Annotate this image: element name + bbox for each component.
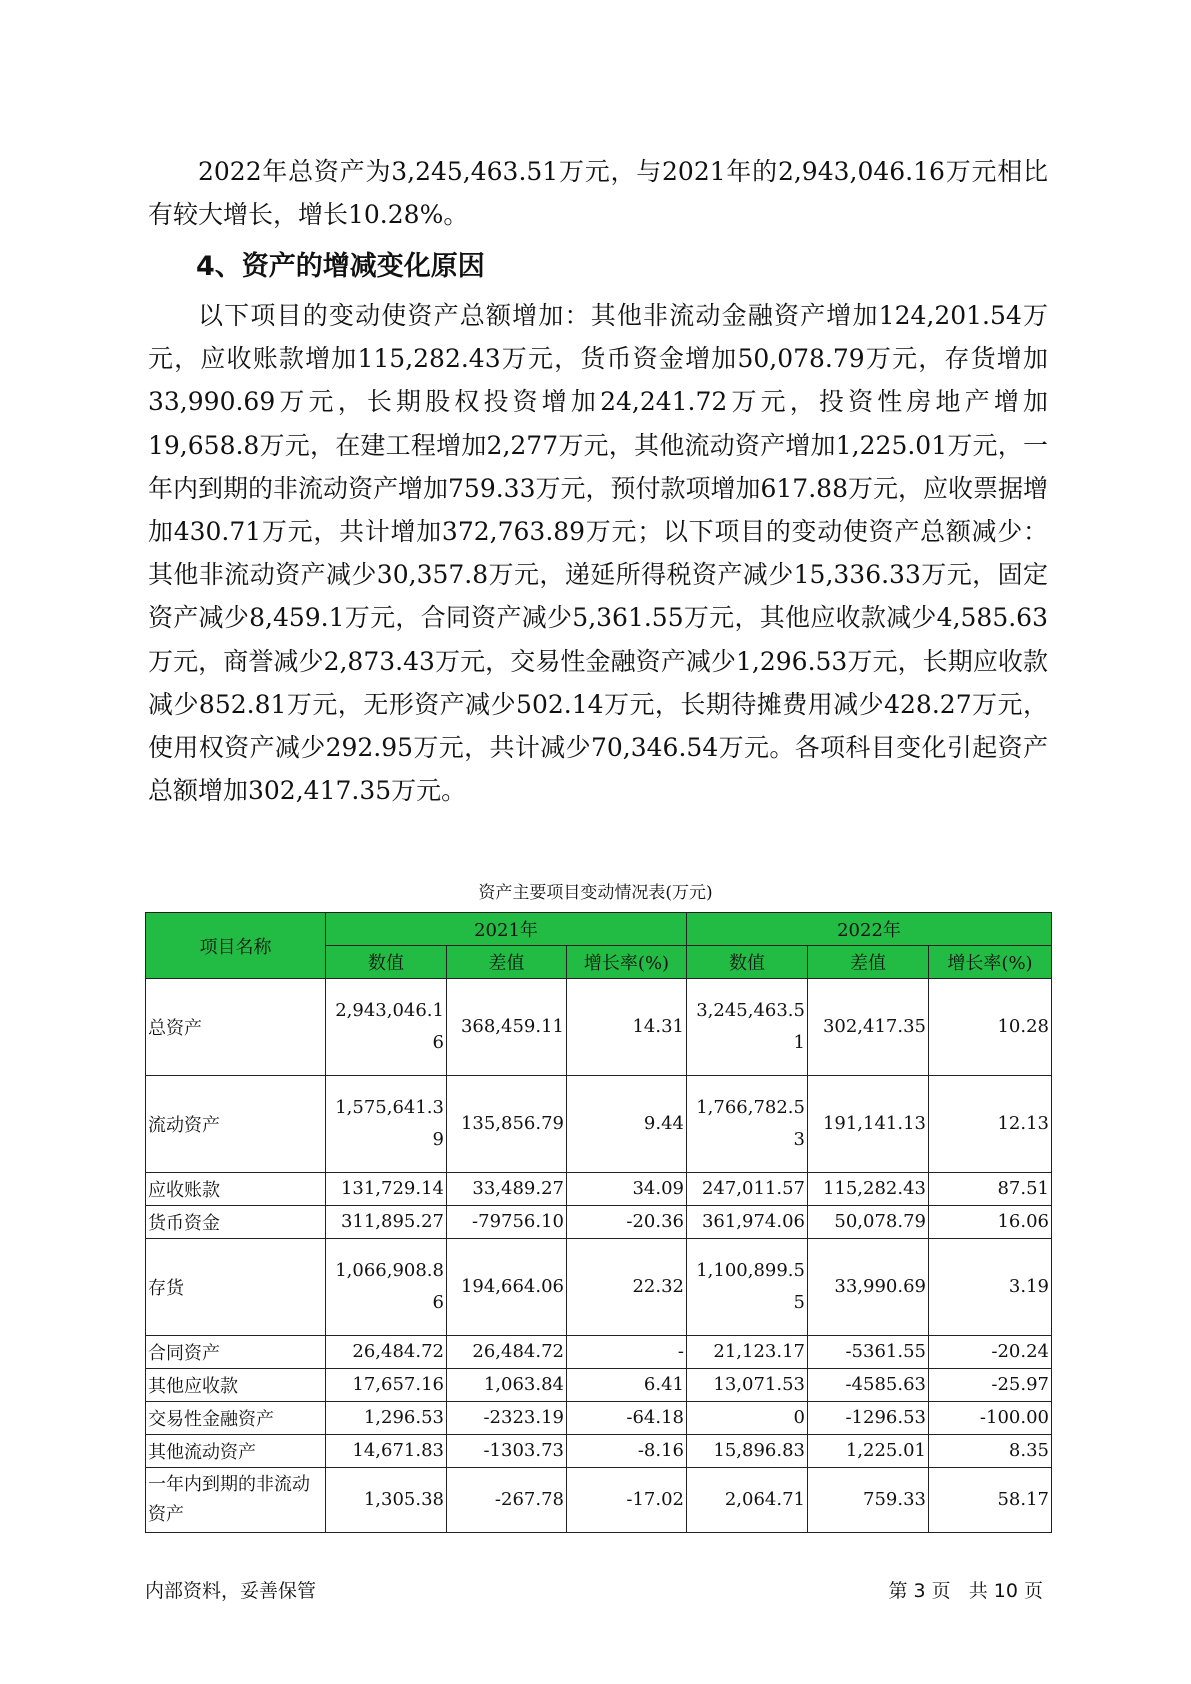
diff-2022: 759.33 [808,1468,929,1533]
value-header-2022: 数值 [687,946,808,979]
table-row [146,1402,1052,1435]
rate-2022: -25.97 [929,1369,1052,1402]
rate-2021: 22.32 [567,1239,687,1336]
diff-2022: 191,141.13 [808,1076,929,1173]
table-row [146,979,1052,1076]
rate-2021: 34.09 [567,1173,687,1206]
value-2022: 247,011.57 [687,1173,808,1206]
diff-2021: -2323.19 [447,1402,567,1435]
asset-change-table [145,912,1052,1533]
table-row [146,1076,1052,1173]
rate-2022: 58.17 [929,1468,1052,1533]
value-2021: 14,671.83 [326,1435,447,1468]
rate-2022: 16.06 [929,1206,1052,1239]
diff-2021: -1303.73 [447,1435,567,1468]
diff-2022: 302,417.35 [808,979,929,1076]
row-name: 存货 [146,1239,326,1336]
diff-2022: 1,225.01 [808,1435,929,1468]
rate-2021: - [567,1336,687,1369]
rate-2022: 3.19 [929,1239,1052,1336]
row-name: 合同资产 [146,1336,326,1369]
value-2022: 3,245,463.51 [687,979,808,1076]
value-2022: 15,896.83 [687,1435,808,1468]
table-row [146,1173,1052,1206]
year-2021-header: 2021年 [326,913,687,946]
table-row [146,1206,1052,1239]
rate-2022: -20.24 [929,1336,1052,1369]
rate-2022: 87.51 [929,1173,1052,1206]
rate-2021: 14.31 [567,979,687,1076]
rate-2021: 6.41 [567,1369,687,1402]
value-2021: 1,296.53 [326,1402,447,1435]
diff-2021: 26,484.72 [447,1336,567,1369]
section-heading: 4、资产的增减变化原因 [196,251,485,282]
row-name: 其他应收款 [146,1369,326,1402]
table-row [146,1468,1052,1533]
value-2021: 2,943,046.16 [326,979,447,1076]
diff-2021: -267.78 [447,1468,567,1533]
diff-2022: 115,282.43 [808,1173,929,1206]
year-2022-header: 2022年 [687,913,1052,946]
summary-paragraph: 2022年总资产为3,245,463.51万元，与2021年的2,943,046.16万元相比有较大增长，增长10.28%。 [148,157,1048,230]
rate-2021: -20.36 [567,1206,687,1239]
rate-header-2021: 增长率(%) [567,946,687,979]
row-name: 其他流动资产 [146,1435,326,1468]
diff-2022: -1296.53 [808,1402,929,1435]
footer-confidential-note: 内部资料，妥善保管 [145,1580,317,1602]
diff-header-2021: 差值 [447,946,567,979]
rate-2022: -100.00 [929,1402,1052,1435]
rate-2022: 8.35 [929,1435,1052,1468]
rate-2021: -8.16 [567,1435,687,1468]
value-2022: 21,123.17 [687,1336,808,1369]
value-2022: 13,071.53 [687,1369,808,1402]
value-2021: 17,657.16 [326,1369,447,1402]
value-2021: 1,305.38 [326,1468,447,1533]
item-name-header: 项目名称 [146,913,326,979]
value-2021: 131,729.14 [326,1173,447,1206]
value-2022: 1,100,899.55 [687,1239,808,1336]
rate-header-2022: 增长率(%) [929,946,1052,979]
rate-2021: 9.44 [567,1076,687,1173]
value-2022: 0 [687,1402,808,1435]
diff-2021: 33,489.27 [447,1173,567,1206]
row-name: 总资产 [146,979,326,1076]
value-2021: 1,066,908.86 [326,1239,447,1336]
diff-2022: 50,078.79 [808,1206,929,1239]
diff-header-2022: 差值 [808,946,929,979]
diff-2022: 33,990.69 [808,1239,929,1336]
table-caption: 资产主要项目变动情况表(万元) [478,883,713,903]
value-2021: 26,484.72 [326,1336,447,1369]
table-row [146,1239,1052,1336]
footer-page-number: 第 3 页 共 10 页 [888,1580,1043,1602]
row-name: 货币资金 [146,1206,326,1239]
diff-2021: 1,063.84 [447,1369,567,1402]
value-2021: 311,895.27 [326,1206,447,1239]
value-header-2021: 数值 [326,946,447,979]
value-2022: 1,766,782.53 [687,1076,808,1173]
table-row [146,1369,1052,1402]
row-name: 应收账款 [146,1173,326,1206]
diff-2022: -4585.63 [808,1369,929,1402]
diff-2021: 368,459.11 [447,979,567,1076]
value-2022: 2,064.71 [687,1468,808,1533]
row-name: 一年内到期的非流动资产 [146,1468,326,1533]
diff-2021: -79756.10 [447,1206,567,1239]
value-2021: 1,575,641.39 [326,1076,447,1173]
rate-2022: 12.13 [929,1076,1052,1173]
diff-2021: 135,856.79 [447,1076,567,1173]
row-name: 流动资产 [146,1076,326,1173]
changes-paragraph: 以下项目的变动使资产总额增加：其他非流动金融资产增加124,201.54万元，应收账款增加115,282.43万元，货币资金增加50,078.79万元，存货增加33,990.69万元，长期股权投资增加24,241.72万元，投资性房地产增加19,658.8万元，在建工程增加2,277万元，其他流动资产增加1,225.01万元，一年内到期的非流动资产增加759.33万元，预付款项增加617.88万元，应收票据增加430.71万元，共计增加372,763.89万元；以下项目的变动使资产总额减少：其他非流动资产减少30,357.8万元，递延所得税资产减少15,336.33万元，固定资产减少8,459.1万元，合同资产减少5,361.55万元，其他应收款减少4,585.63万元，商誉减少2,873.43万元，交易性金融资产减少1,296.53万元，长期应收款减少852.81万元，无形资产减少502.14万元，长期待摊费用减少428.27万元，使用权资产减少292.95万元，共计减少70,346.54万元。各项科目变化引起资产总额增加302,417.35万元。 [148,301,1048,806]
diff-2021: 194,664.06 [447,1239,567,1336]
value-2022: 361,974.06 [687,1206,808,1239]
diff-2022: -5361.55 [808,1336,929,1369]
row-name: 交易性金融资产 [146,1402,326,1435]
rate-2022: 10.28 [929,979,1052,1076]
table-row [146,1435,1052,1468]
rate-2021: -17.02 [567,1468,687,1533]
rate-2021: -64.18 [567,1402,687,1435]
table-row [146,1336,1052,1369]
